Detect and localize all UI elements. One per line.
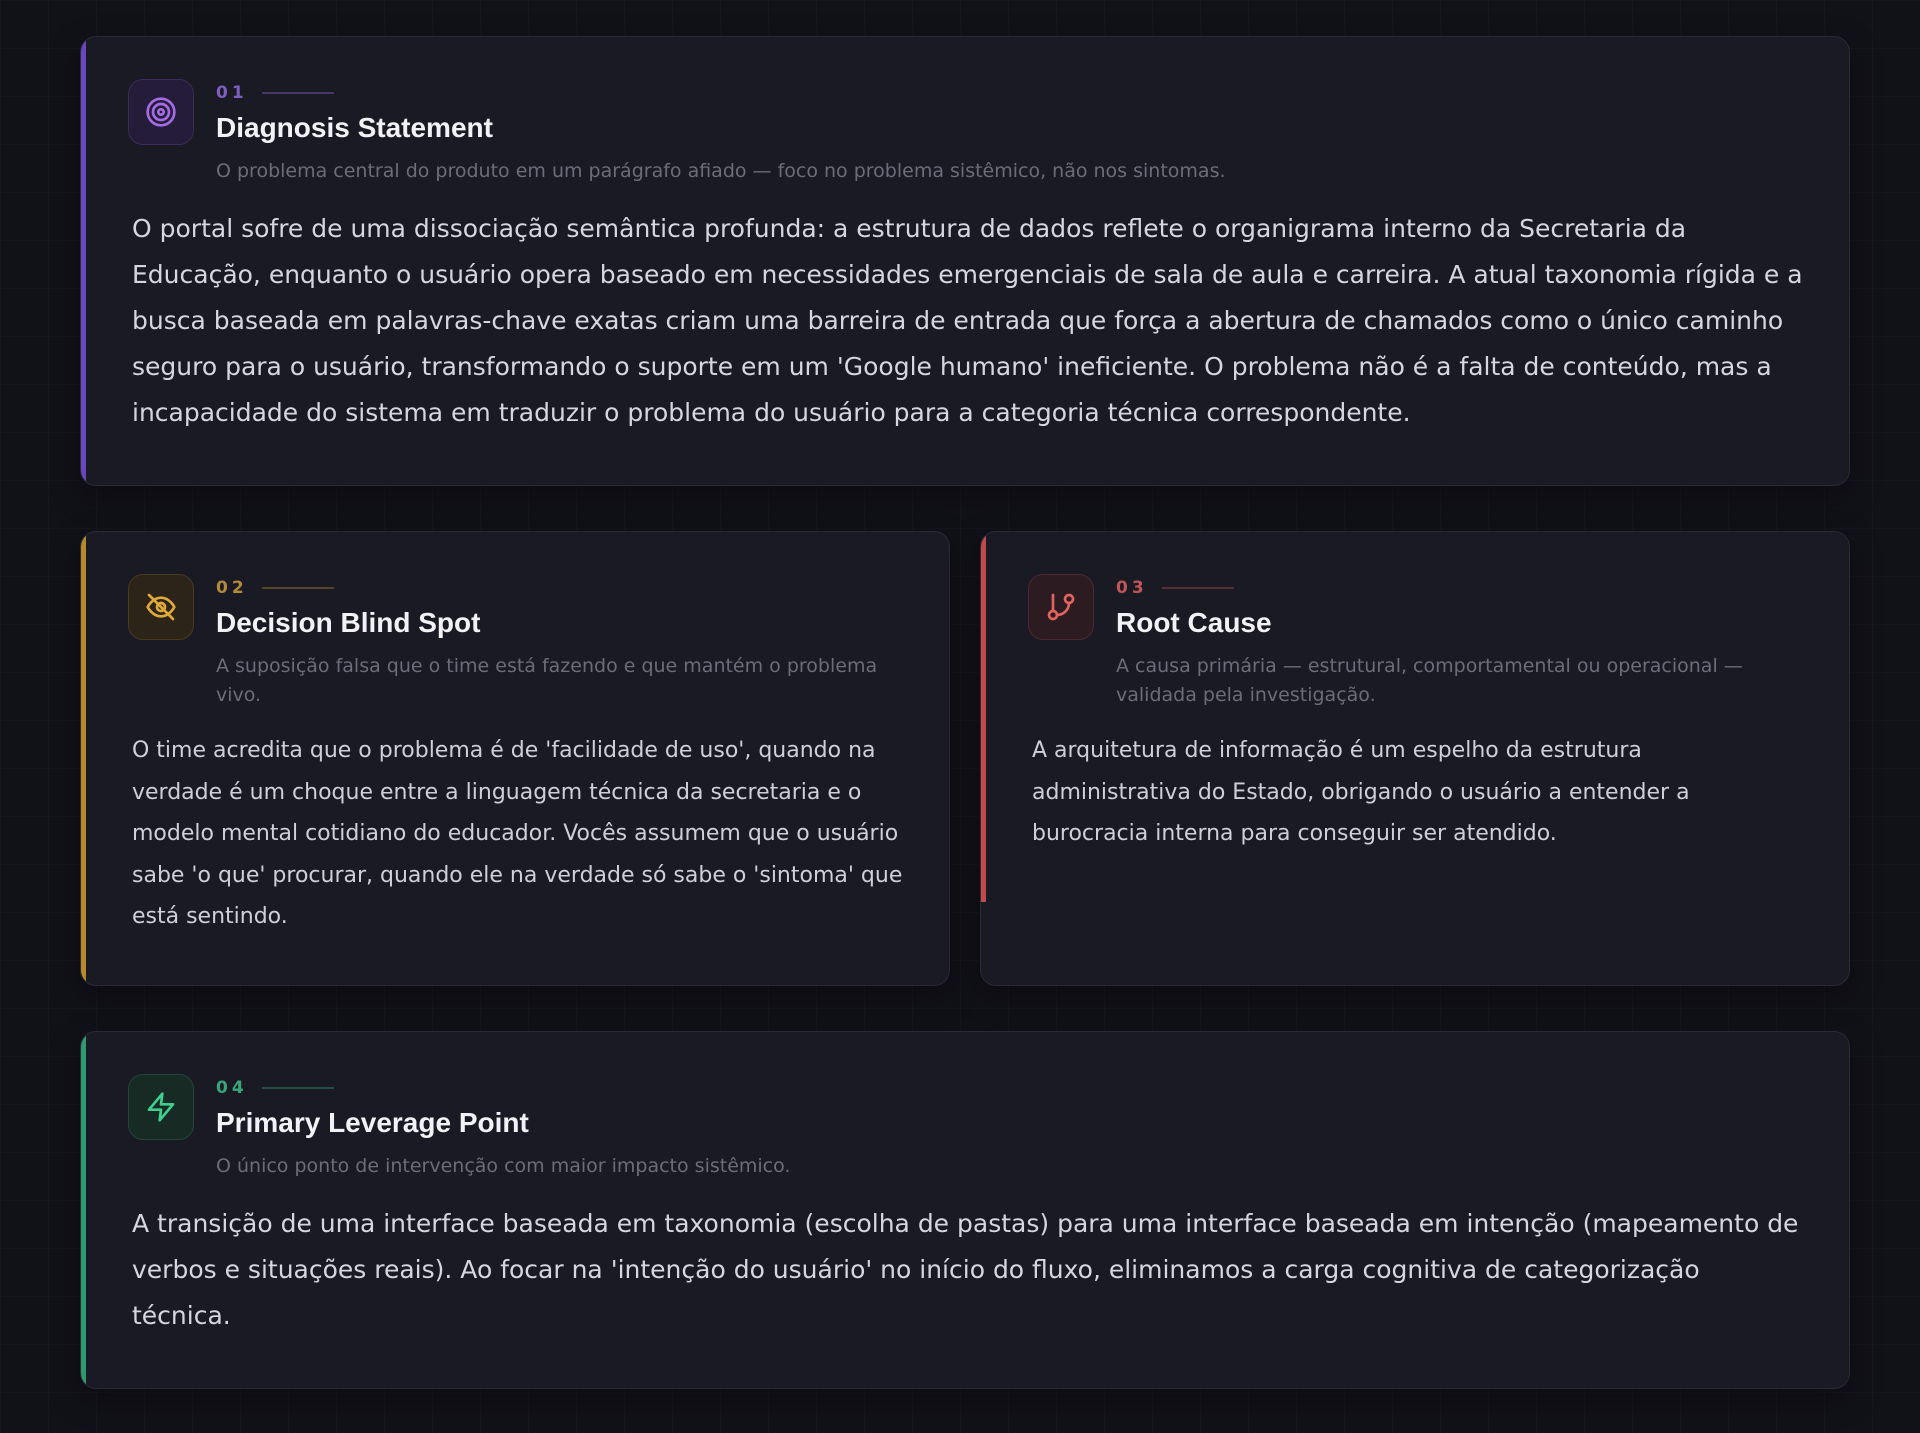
eye-off-icon (128, 574, 194, 640)
card-subtitle: A causa primária — estrutural, comportamental ou operacional — validada pela investigação. (1116, 655, 1743, 706)
card-title: Primary Leverage Point (216, 1107, 529, 1138)
section-number: 01 (216, 83, 248, 103)
card-subtitle: O problema central do produto em um parágrafo afiado — foco no problema sistêmico, não nos sintomas. (216, 160, 1226, 182)
section-number: 02 (216, 578, 248, 598)
git-branch-icon (1028, 574, 1094, 640)
number-divider (262, 92, 334, 94)
primary-leverage-point-card (80, 1031, 1850, 1389)
number-divider (1162, 587, 1234, 589)
diagnosis-statement-card (80, 36, 1850, 486)
accent-bar (81, 532, 86, 985)
card-subtitle: A suposição falsa que o time está fazendo e que mantém o problema vivo. (216, 655, 878, 706)
card-body: O time acredita que o problema é de 'facilidade de uso', quando na verdade é um choque entre a linguagem técnica da secretaria e o modelo mental cotidiano do educador. Vocês assumem que o usuário sabe 'o que' procurar, quando ele na verdade só sabe o 'sintoma' que está sentindo. (132, 738, 903, 929)
card-title: Decision Blind Spot (216, 607, 481, 638)
section-number: 03 (1116, 578, 1148, 598)
number-divider (262, 587, 334, 589)
decision-blind-spot-card (80, 531, 950, 986)
card-body: A arquitetura de informação é um espelho da estrutura administrativa do Estado, obrigando o usuário a entender a burocracia interna para conseguir ser atendido. (1032, 738, 1690, 846)
section-number: 04 (216, 1078, 248, 1098)
card-body: O portal sofre de uma dissociação semântica profunda: a estrutura de dados reflete o organigrama interno da Secretaria da Educação, enquanto o usuário opera baseado em necessidades emergenciais de sala de aula e carreira. A atual taxonomia rígida e a busca baseada em palavras-chave exatas criam uma barreira de entrada que força a abertura de chamados como o único caminho seguro para o usuário, transformando o suporte em um 'Google humano' ineficiente. O problema não é a falta de conteúdo, mas a incapacidade do sistema em traduzir o problema do usuário para a categoria técnica correspondente. (132, 214, 1803, 427)
card-body: A transição de uma interface baseada em taxonomia (escolha de pastas) para uma interface baseada em intenção (mapeamento de verbos e situações reais). Ao focar na 'intenção do usuário' no início do fluxo, eliminamos a carga cognitiva de categorização técnica. (132, 1209, 1799, 1330)
accent-bar (81, 37, 86, 485)
card-subtitle: O único ponto de intervenção com maior impacto sistêmico. (216, 1155, 791, 1177)
card-title: Root Cause (1116, 607, 1272, 638)
lightning-icon (128, 1074, 194, 1140)
card-title: Diagnosis Statement (216, 112, 493, 143)
root-cause-card (980, 531, 1850, 986)
accent-bar (81, 1032, 86, 1388)
accent-bar (981, 532, 986, 902)
target-icon (128, 79, 194, 145)
number-divider (262, 1087, 334, 1089)
